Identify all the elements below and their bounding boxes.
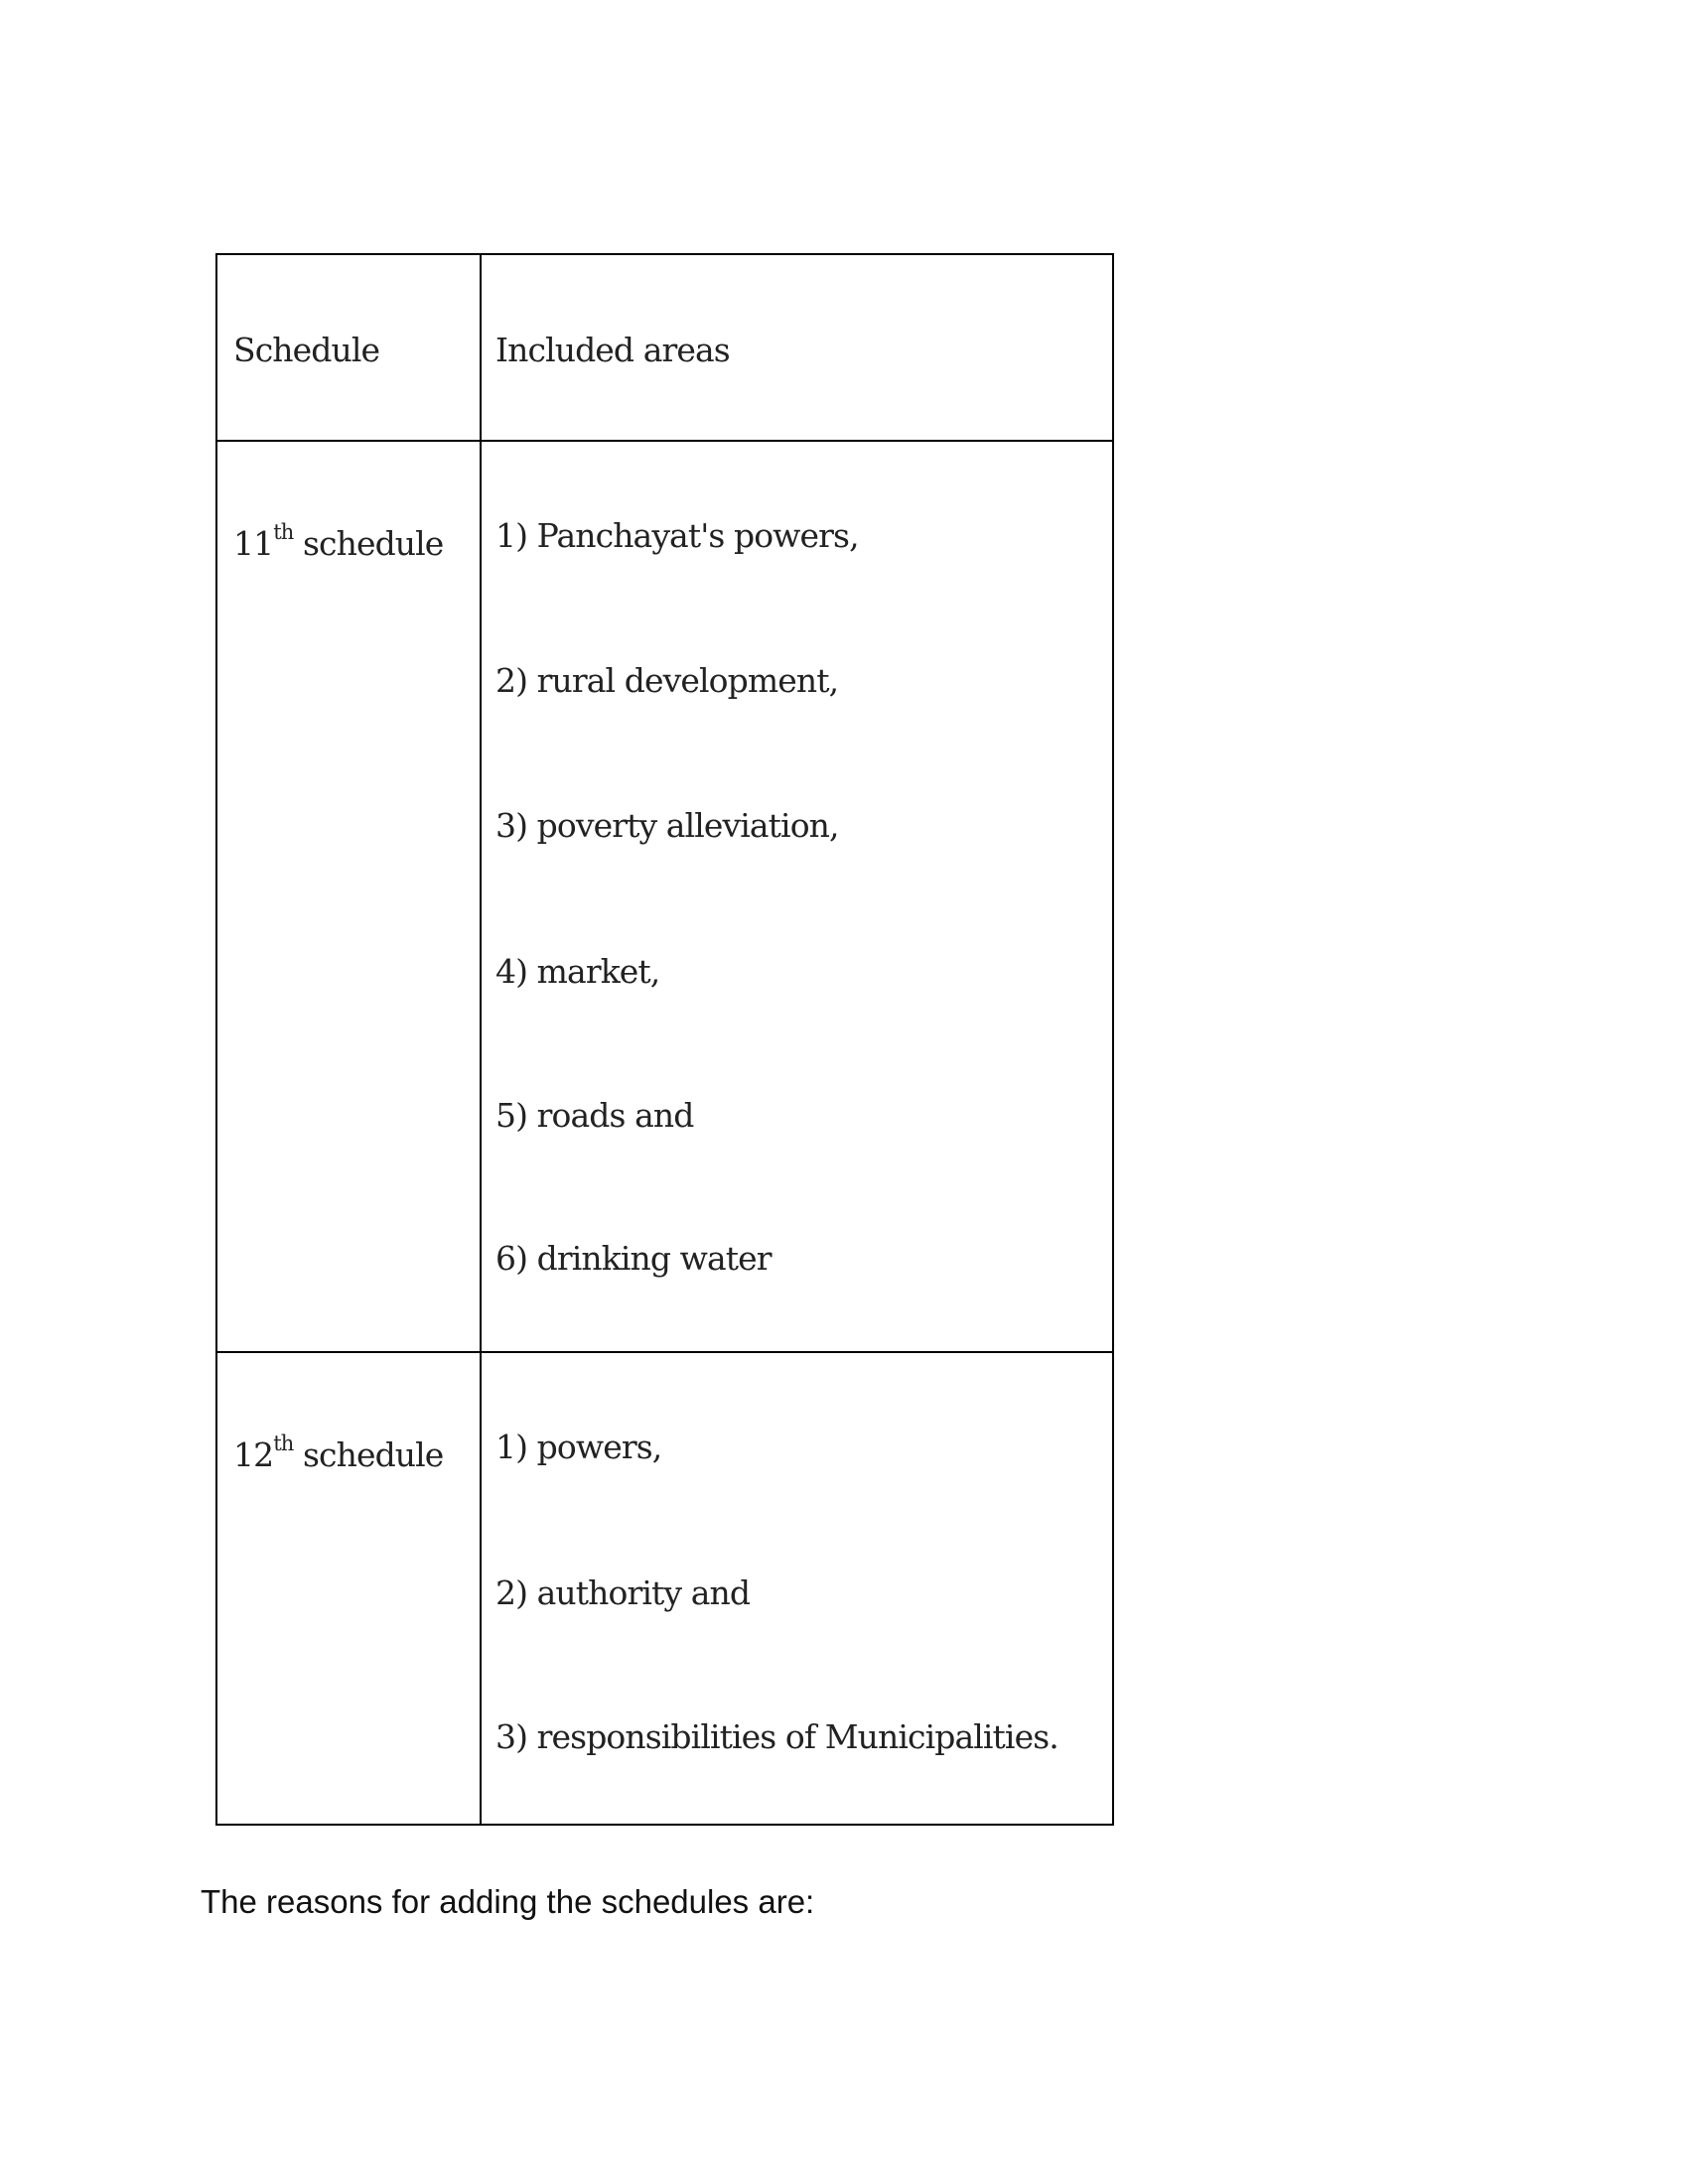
- list-item: 2) authority and: [495, 1573, 751, 1612]
- header-row-divider: [217, 440, 1112, 442]
- schedule-number: 12: [233, 1435, 274, 1474]
- schedule-word: schedule: [302, 524, 444, 563]
- list-item: 3) responsibilities of Municipalities.: [495, 1717, 1058, 1756]
- body-paragraph: The reasons for adding the schedules are:: [201, 1883, 815, 1920]
- schedules-table: [215, 253, 1114, 1826]
- schedule-label-11: [233, 520, 444, 563]
- ordinal-suffix: th: [273, 1432, 294, 1455]
- header-schedule: Schedule: [233, 331, 380, 369]
- schedule-label-12: [233, 1432, 444, 1474]
- list-item: 2) rural development,: [495, 661, 839, 700]
- column-divider: [480, 255, 482, 1824]
- row-divider: [217, 1351, 1112, 1353]
- list-item: 5) roads and: [495, 1096, 694, 1135]
- schedule-number: 11: [233, 524, 274, 563]
- header-included-areas: Included areas: [495, 331, 730, 369]
- list-item: 1) powers,: [495, 1428, 662, 1466]
- ordinal-suffix: th: [273, 520, 294, 544]
- list-item: 1) Panchayat's powers,: [495, 516, 859, 555]
- schedule-word: schedule: [302, 1435, 444, 1474]
- list-item: 6) drinking water: [495, 1239, 772, 1278]
- list-item: 3) poverty alleviation,: [495, 806, 839, 845]
- list-item: 4) market,: [495, 952, 660, 991]
